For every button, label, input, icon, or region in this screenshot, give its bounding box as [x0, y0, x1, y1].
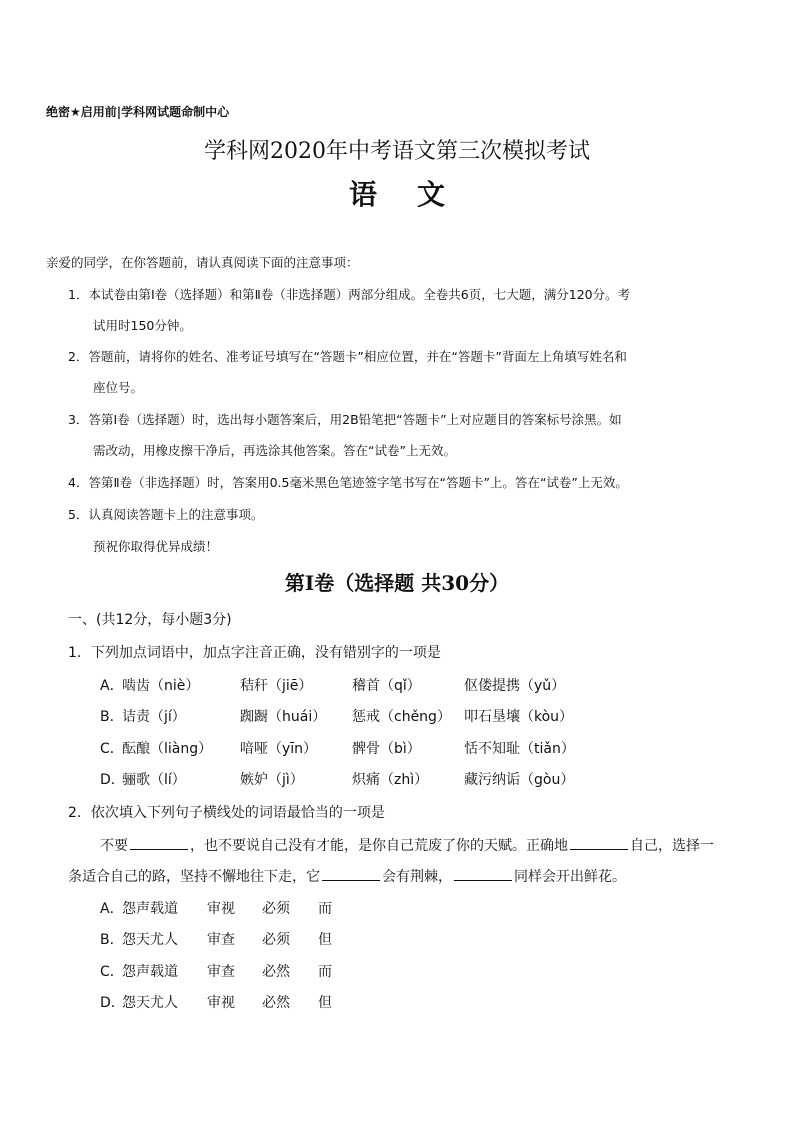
- option-item: 但: [318, 995, 332, 1011]
- option-label: B．: [100, 932, 124, 948]
- confidential-tag: 绝密★启用前|学科网试题命制中心: [46, 105, 230, 119]
- question-1-stem: 1．下列加点词语中，加点字注音正确，没有错别字的一项是: [68, 645, 441, 661]
- option-item: 怨声载道: [122, 964, 178, 980]
- note-item-2-line2: 座位号。: [93, 380, 144, 395]
- option-item: 炽痛（zhì）: [352, 772, 429, 788]
- passage-text: 自己，选择一: [630, 838, 714, 854]
- option-label: C．: [100, 964, 124, 980]
- option-item: 诘责（jí）: [122, 709, 186, 725]
- option-item: 喑哑（yīn）: [240, 741, 318, 757]
- notes-wish: 预祝你取得优异成绩！: [93, 539, 219, 554]
- option-label: A．: [100, 678, 124, 694]
- option-item: 稽首（qǐ）: [352, 678, 421, 694]
- option-label: D．: [100, 995, 125, 1011]
- option-item: 而: [318, 964, 332, 980]
- option-item: 踟蹰（huái）: [240, 709, 327, 725]
- option-item: 骊歌（lí）: [122, 772, 186, 788]
- option-label: C．: [100, 741, 124, 757]
- option-item: 叩石垦壤（kòu）: [464, 709, 574, 725]
- option-item: 怨声载道: [122, 901, 178, 917]
- question-2-passage-line1: [100, 835, 714, 855]
- option-item: 必须: [262, 901, 290, 917]
- note-item-3-line1: 3．答第Ⅰ卷（选择题）时，选出每小题答案后，用2B铅笔把“答题卡”上对应题目的答案标号涂黑。如: [68, 412, 622, 427]
- option-item: 审视: [207, 901, 235, 917]
- note-item-1-line1: 1．本试卷由第Ⅰ卷（选择题）和第Ⅱ卷（非选择题）两部分组成。全卷共6页，七大题，满分120分。考: [68, 287, 631, 302]
- option-item: 髀骨（bì）: [352, 741, 421, 757]
- option-item: 伛偻提携（yǔ）: [464, 678, 566, 694]
- notes-intro: 亲爱的同学，在你答题前，请认真阅读下面的注意事项：: [46, 255, 359, 270]
- passage-text: 不要: [100, 838, 128, 854]
- option-item: 必须: [262, 932, 290, 948]
- question-2-passage-line2: [68, 866, 626, 886]
- subject-title: 语文: [348, 178, 485, 211]
- option-item: 酝酿（liàng）: [122, 741, 213, 757]
- section-heading: 一、(共12分，每小题3分): [68, 612, 232, 628]
- option-item: 必然: [262, 964, 290, 980]
- passage-text: 同样会开出鲜花。: [514, 869, 626, 885]
- note-item-5-line1: 5．认真阅读答题卡上的注意事项。: [68, 507, 264, 522]
- option-item: 而: [318, 901, 332, 917]
- passage-text: 会有荆棘，: [382, 869, 452, 885]
- note-item-3-line2: 需改动，用橡皮擦干净后，再选涂其他答案。答在“试卷”上无效。: [93, 443, 456, 458]
- option-item: 怨天尤人: [122, 995, 178, 1011]
- option-item: 恬不知耻（tiǎn）: [464, 741, 575, 757]
- option-label: A．: [100, 901, 124, 917]
- passage-text: 条适合自己的路，坚持不懈地往下走，它: [68, 869, 320, 885]
- option-item: 嫉妒（jì）: [240, 772, 304, 788]
- fill-blank-3: [322, 879, 380, 881]
- part1-title: 第Ⅰ卷（选择题 共30分）: [284, 571, 510, 595]
- option-item: 惩戒（chěng）: [352, 709, 451, 725]
- option-item: 藏污纳诟（gòu）: [464, 772, 575, 788]
- note-item-4-line1: 4．答第Ⅱ卷（非选择题）时，答案用0.5毫米黑色笔迹签字笔书写在“答题卡”上。答在“试卷”上无效。: [68, 475, 628, 490]
- option-item: 必然: [262, 995, 290, 1011]
- note-item-2-line1: 2．答题前，请将你的姓名、准考证号填写在“答题卡”相应位置，并在“答题卡”背面左上角填写姓名和: [68, 349, 627, 364]
- exam-title: 学科网2020年中考语文第三次模拟考试: [204, 139, 590, 164]
- note-item-1-line2: 试用时150分钟。: [93, 318, 192, 333]
- option-item: 秸秆（jiē）: [240, 678, 313, 694]
- option-item: 怨天尤人: [122, 932, 178, 948]
- option-item: 审查: [207, 964, 235, 980]
- option-item: 但: [318, 932, 332, 948]
- option-item: 审视: [207, 995, 235, 1011]
- fill-blank-2: [570, 848, 628, 850]
- option-item: 审查: [207, 932, 235, 948]
- option-item: 啮齿（niè）: [122, 678, 200, 694]
- question-2-stem: 2．依次填入下列句子横线处的词语最恰当的一项是: [68, 805, 385, 821]
- passage-text: ，也不要说自己没有才能，是你自己荒废了你的天赋。正确地: [190, 838, 568, 854]
- option-label: B．: [100, 709, 124, 725]
- option-label: D．: [100, 772, 125, 788]
- fill-blank-1: [130, 848, 188, 850]
- fill-blank-4: [454, 879, 512, 881]
